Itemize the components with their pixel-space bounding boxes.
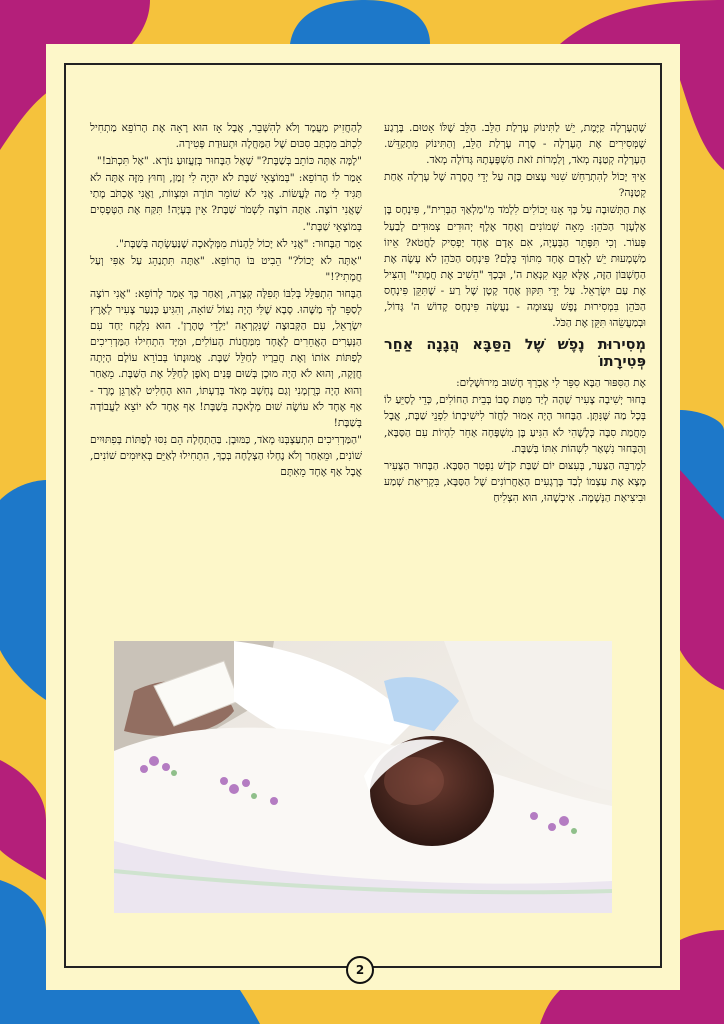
paragraph: לִמְרַבֵּה הַצַּעַר, בְּעִצּוּם יוֹם שַׁבַּת קֹדֶשׁ נִפְטַר הַסַּבָּא. הַבָּחוּר הַצָּעִיר מָצָא אֶת עַצְמוֹ לְבַד בָּרְגָעִים הָאַחֲרוֹנִים שֶׁל הַסַּבָּא, בִּקְרִיאַת שְׁמַע וּבִיצִיאַת הַנְּשָׁמָה. אִיכְשֶׁהוּ, הוּא הִצְלִיחַ <box>384 459 646 504</box>
paragraph: אֶת הַסִּפּוּר הַבָּא סִפֵּר לִי אַבְרֵךְ חָשׁוּב מִירוּשָׁלַיִם: <box>456 377 646 390</box>
paragraph: אֵיךְ יָכוֹל לְהִתְרַחֵשׁ שִׁנּוּי עָצוּם כָּזֶה עַל יְדֵי הֲסָרָה שֶׁל עָרְלָה אַחַת קְטַנָּה? <box>384 171 646 200</box>
paragraph: אָמַר הַבָּחוּר: "אֲנִי לֹא יָכוֹל לֵהָנוֹת מִמְּלָאכָה שֶׁנַּעַשְׂתָה בְּשַׁבָּת". <box>115 237 362 250</box>
baby-photo-illustration <box>114 641 612 913</box>
blue-blob-left <box>0 480 46 700</box>
paragraph: אֶת הַתְּשׁוּבָה עַל כָּךְ אָנוּ יְכוֹלִים לִלְמֹד מִ"מַלְאַךְ הַבְּרִית", פִּינְחָס בֶּן אֶלְעָזָר הַכֹּהֵן: מֵאָה שְׁמוֹנִים וְאֶחָד אֶלֶף יְהוּדִים צְמוּדִים לְבַעַל פְּעוֹר. וְכִי תִּפָּתֵר הַבְּעָיָה, אִם אָדָם אֶחָד יַפְסִיק לַחֲטֹא? אֵיזוֹ מַשְׁמָעוּת יֵשׁ לְאָדָם אֶחָד מִתּוֹךְ כֻּלָּם? פִּינְחָס הַכֹּהֵן לֹא עָשָׂה אֶת הַחֶשְׁבּוֹן הַזֶּה, אֶלָּא קִנֵּא קִנְאַת ה', וּבְכָךְ "הֵשִׁיב אֶת חֲמָתִי" וְהִצִּיל אֶת עַם יִשְׂרָאֵל. עַל יְדֵי תִּקּוּן אֶחָד קָטָן שֶׁל רַע - שֶׁתִּקֵּן פִּינְחָס הַכֹּהֵן בִּמְסִירוּת נֶפֶשׁ עֲצוּמָה - נַעֲשָׂה פִּינְחָס קָדוֹשׁ ה' גָּדוֹל, וּבְמַעֲשֵׂהוּ תִּקֵּן אֶת הַכֹּל. <box>384 204 646 330</box>
paragraph: שֶׁהָעָרְלָה קַיֶּמֶת, יֵשׁ לַתִּינוֹק עָרְלַת הַלֵּב. הַלֵּב שֶׁלּוֹ אָטוּם. בָּרֶגַע שֶׁמְּסִירִים אֶת הָעָרְלָה - סָרָה עָרְלַת הַלֵּב, וְהַתִּינוֹק מִתְקַדֵּשׁ. הָעָרְלָה קְטַנָּה מְאֹד, וְלַמְרוֹת זֹאת הַשְׁפָּעָתָהּ גְּדוֹלָה מְאֹד. <box>384 122 646 167</box>
right-column <box>384 120 646 507</box>
paragraph: "אַתָּה לֹא יָכוֹל?" הֵבִיט בּוֹ הָרוֹפֵא. "אַתָּה תִּתְנַהֵג עַל אַפִּי וְעַל חֲמָתִי?!" <box>90 254 362 283</box>
paragraph: לְהַחֲזִיק מַעֲמָד וְלֹא לְהִשָּׁבֵר, אֲבָל אָז הוּא רָאָה אֶת הָרוֹפֵא מַתְחִיל לִכְתֹּב מִכְתַּב סִכּוּם שֶׁל הַמַּחֲלָה וּתְעוּדַת פְּטִירָה. <box>90 122 362 151</box>
paragraph: בָּחוּר יְשִׁיבָה צָעִיר שָׁהָה לְיַד מִטַּת סָבוֹ בְּבֵית הַחוֹלִים, כְּדֵי לְסַיֵּעַ לוֹ בְּכָל מַה שֶּׁנִּתָּן. הַבָּחוּר הָיָה אָמוּר לַחֲזֹר לִישִׁיבָתוֹ לִפְנֵי שַׁבָּת, אֲבָל מֵחֲמַת סִבָּה כְּלָשֶׁהִי לֹא הִגִּיעַ בֶּן מִשְׁפָּחָה אַחֵר לִהְיוֹת עִם הַסַּבָּא, וְהַבָּחוּר נִשְׁאַר לִשְׁהוֹת אִתּוֹ בְּשַׁבָּת. <box>384 394 646 455</box>
paragraph: "לָמָּה אַתָּה כּוֹתֵב בְּשַׁבָּת?" שָׁאַל הַבָּחוּר בְּזַעֲזוּעַ נוֹרָא. "אַל תִּכְתֹּב!" <box>96 155 362 168</box>
magenta-blob-left-bottom <box>0 760 46 880</box>
baby-photo <box>114 641 612 913</box>
left-column <box>90 120 362 481</box>
paragraph: אָמַר לוֹ הָרוֹפֵא: "בְּמוֹצָאֵי שַׁבָּת לֹא יִהְיֶה לִי זְמַן, וְחוּץ מִזֶּה אַתָּה לֹא תַּגִּיד לִי מַה לַּעֲשׂוֹת. אֲנִי לֹא שׁוֹמֵר תּוֹרָה וּמִצְווֹת, וַאֲנִי אֶכְתֹּב מָתַי שֶׁאֲנִי רוֹצֶה. אַתָּה רוֹצֶה לִשְׁמֹר שַׁבָּת? אֵין בְּעָיָה! תִּקַּח אֶת הַטְּפָסִים בְּמוֹצָאֵי שַׁבָּת". <box>90 172 362 233</box>
paragraph: "הַמַּדְרִיכִים הִתְעַצְבְּנוּ מְאֹד, כַּמּוּבָן. בַּהַתְחָלָה הֵם נִסּוּ לְפַתּוֹת בְּפִתּוּיִים שׁוֹנִים, וּמֵאַחַר וְלֹא נֶחְלוּ הַצְלָחָה בְּכָךְ, הִתְחִילוּ לְאַיֵּם בְּאִיּוּמִים שׁוֹנִים, אֲבָל אַף אֶחָד מֵאִתָּם <box>90 433 362 478</box>
page-number: 2 <box>346 956 374 984</box>
paragraph: הַבָּחוּר הִתְפַּלֵּל בְּלִבּוֹ תְּפִלָּה קְצָרָה, וְאַחַר כָּךְ אָמַר לָרוֹפֵא: "אֲנִי רוֹצֶה לְסַפֵּר לְךָ מַשֶּׁהוּ. סָבָא שֶׁלִּי הָיָה נִצּוֹל שׁוֹאָה, וְהִגִּיעַ כְּנַעַר צָעִיר לְאֶרֶץ יִשְׂרָאֵל, עִם הַקְּבוּצָה שֶׁנִּקְרְאָה 'יַלְדֵי טֶהֶרָן'. הוּא נִלְקַח יַחַד עִם הַנְּעָרִים הָאֲחֵרִים לְאֶחָד מִמַּחֲנוֹת הָעוֹלִים, וּמִיָּד הִתְחִילוּ הַמַּדְרִיכִים לְפַתּוֹת אוֹתוֹ וְאֶת חֲבֵרָיו לְחַלֵּל שַׁבָּת. אֱמוּנָתוֹ בְּבוֹרֵא עוֹלָם הָיְתָה חֲזָקָה, וְהוּא לֹא הָיָה מוּכָן בְּשׁוּם פָּנִים וָאֹפֶן לְחַלֵּל אֶת הַשַּׁבָּת. מֵאַחַר וְהוּא הָיָה כְּרֻזְמָנִי וְגַם נֶחְשָׁב מְאֹד בְּדַעְתּוֹ, הוּא הֶחְלִיט לְאַרְגֵּן מֶרֶד - אַף אֶחָד לֹא עוֹשֶׂה שׁוּם מְלָאכָה בְּשַׁבָּת! אַף אֶחָד לֹא יוֹצֵא לַעֲבוֹדָה בְּשַׁבָּת! <box>90 287 362 429</box>
blue-blob-top-center <box>290 0 430 44</box>
section-heading: מְסִירוּת נֶפֶשׁ שֶׁל הַסַּבָּא הֲגָנָה אַחַר פְּטִירָתוֹ <box>384 337 646 371</box>
